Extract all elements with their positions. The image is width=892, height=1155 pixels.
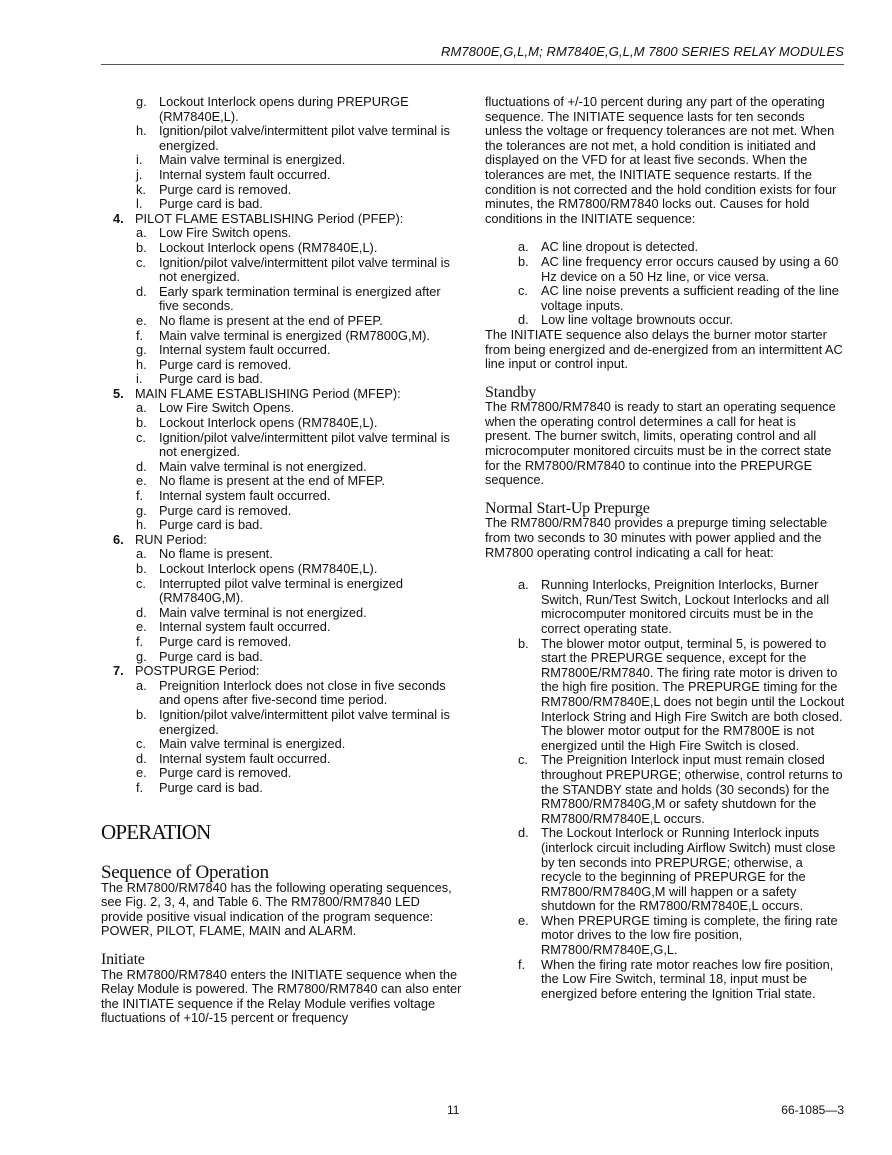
list-item	[136, 562, 463, 577]
period-heading	[113, 664, 463, 679]
list-marker: i.	[136, 152, 143, 168]
list-marker: a.	[518, 577, 529, 593]
period-number: 4.	[113, 210, 124, 226]
list-item	[136, 416, 463, 431]
left-column	[113, 95, 463, 796]
list-item	[136, 401, 463, 416]
list-item-text: Interrupted pilot valve terminal is energized (RM7840G,M).	[159, 575, 403, 606]
list-item	[136, 226, 463, 241]
period-list	[113, 212, 463, 796]
initiate-after: The INITIATE sequence also delays the burner motor starter from being energized and de-energized from an intermittent AC line input or control input.	[485, 326, 843, 372]
list-item-text: Preignition Interlock does not close in five seconds and opens after five-second time period.	[159, 677, 446, 708]
period-heading	[113, 212, 463, 227]
list-item-text: Low Fire Switch Opens.	[159, 400, 295, 416]
list-item-text: Ignition/pilot valve/intermittent pilot valve terminal is not energized.	[159, 429, 450, 460]
sequence-paragraph: The RM7800/RM7840 has the following operating sequences, see Fig. 2, 3, 4, and Table 6. The RM7800/RM7840 LED provide positive visual indication of the program sequence: POWER, PILOT, FLAME, MAIN and ALARM.	[101, 879, 452, 939]
list-item	[136, 635, 463, 650]
period-number: 7.	[113, 663, 124, 679]
list-item-text: Lockout Interlock opens (RM7840E,L).	[159, 415, 378, 431]
list-item-text: Main valve terminal is energized (RM7800G,M).	[159, 327, 430, 343]
sequence-heading: Sequence of Operation	[101, 862, 269, 883]
list-item	[518, 284, 845, 313]
list-item	[136, 577, 463, 606]
list-item-text: Main valve terminal is not energized.	[159, 604, 367, 620]
list-item-text: The Lockout Interlock or Running Interlock inputs (interlock circuit including Airflow Switch) must close by ten seconds into PREPURGE; otherwise, a recycle to the beginning of PREPURGE for the RM7800/RM7840G,M will happen or a safety shutdown for the RM7800/RM7840E,L occurs.	[541, 825, 836, 914]
list-marker: l.	[136, 196, 143, 212]
list-marker: c.	[518, 283, 528, 299]
list-item	[518, 578, 845, 636]
period-title: POSTPURGE Period:	[135, 663, 260, 679]
list-item	[136, 752, 463, 767]
list-item	[136, 168, 463, 183]
period-items	[113, 679, 463, 796]
list-item-text: Purge card is removed.	[159, 765, 292, 781]
list-item	[136, 766, 463, 781]
list-item-text: When PREPURGE timing is complete, the firing rate motor drives to the low fire position, RM7800/RM7840E,G,L.	[541, 912, 838, 958]
list-item	[518, 826, 845, 914]
list-item-text: Ignition/pilot valve/intermittent pilot valve terminal is energized.	[159, 123, 450, 153]
hold-conditions-list	[485, 240, 845, 328]
period-items	[113, 226, 463, 387]
list-marker: d.	[136, 750, 147, 766]
list-item	[518, 753, 845, 826]
list-item-text: AC line frequency error occurs caused by using a 60 Hz device on a 50 Hz line, or vice versa.	[541, 253, 839, 284]
list-marker: j.	[136, 166, 143, 182]
list-item	[136, 431, 463, 460]
list-marker: d.	[518, 825, 529, 841]
period-title: RUN Period:	[135, 531, 207, 547]
list-item-text: Low Fire Switch opens.	[159, 225, 292, 241]
list-item-text: Purge card is removed.	[159, 502, 292, 518]
list-item	[518, 958, 845, 1002]
prepurge-list	[485, 578, 845, 1001]
list-marker: h.	[136, 123, 147, 139]
list-item-text: Lockout Interlock opens during PREPURGE (RM7840E,L).	[159, 94, 409, 124]
list-item-text: No flame is present at the end of MFEP.	[159, 473, 385, 489]
list-item	[136, 620, 463, 635]
list-item-text: Internal system fault occurred.	[159, 750, 331, 766]
standby-heading: Standby	[485, 383, 537, 401]
list-item	[136, 504, 463, 519]
list-marker: c.	[518, 752, 528, 768]
header-rule	[101, 64, 844, 65]
list-item-text: Internal system fault occurred.	[159, 488, 331, 504]
list-marker: g.	[136, 342, 147, 358]
running-header: RM7800E,G,L,M; RM7840E,G,L,M 7800 SERIES RELAY MODULES	[440, 44, 844, 59]
list-item-text: Lockout Interlock opens (RM7840E,L).	[159, 239, 378, 255]
list-item-text: Running Interlocks, Preignition Interlocks, Burner Switch, Run/Test Switch, Lockout Interlocks and all microcomputer monitored circuits must be in the correct operating state.	[541, 577, 830, 636]
list-marker: a.	[136, 546, 147, 562]
list-item	[136, 358, 463, 373]
prepurge-heading: Normal Start-Up Prepurge	[485, 499, 650, 517]
list-item	[136, 474, 463, 489]
continued-list	[113, 95, 463, 212]
initiate-paragraph: The RM7800/RM7840 enters the INITIATE sequence when the Relay Module is powered. The RM7800/RM7840 can also enter the INITIATE sequence if the Relay Module verifies voltage fluctuations of +10/-15 percent or frequency	[101, 966, 462, 1026]
list-item-text: The Preignition Interlock input must remain closed throughout PREPURGE; otherwise, control returns to the STANDBY state and holds (30 seconds) for the RM7800/RM7840G,M or safety shutdown for the RM7800/RM7840E,L occurs.	[541, 752, 843, 826]
list-item-text: Purge card is bad.	[159, 517, 263, 533]
list-marker: e.	[136, 765, 147, 781]
list-item	[136, 95, 463, 124]
operation-section	[101, 862, 463, 1026]
period-heading	[113, 387, 463, 402]
list-item-text: Purge card is bad.	[159, 779, 263, 795]
list-item	[136, 737, 463, 752]
list-item-text: Internal system fault occurred.	[159, 619, 331, 635]
list-marker: d.	[136, 604, 147, 620]
initiate-heading: Initiate	[101, 950, 145, 968]
period-items	[113, 401, 463, 532]
list-item-text: No flame is present.	[159, 546, 273, 562]
prepurge-paragraph: The RM7800/RM7840 provides a prepurge timing selectable from two seconds to 30 minutes with power applied and the RM7800 operating control indicating a call for heat:	[485, 515, 828, 560]
list-marker: h.	[136, 356, 147, 372]
list-marker: d.	[518, 312, 529, 328]
list-item-text: AC line dropout is detected.	[541, 239, 699, 255]
list-item	[136, 679, 463, 708]
list-marker: d.	[136, 283, 147, 299]
list-item	[136, 197, 463, 212]
list-item-text: Main valve terminal is energized.	[159, 736, 346, 752]
list-item	[518, 313, 845, 328]
list-item-text: Purge card is bad.	[159, 371, 263, 387]
list-item-text: Lockout Interlock opens (RM7840E,L).	[159, 561, 378, 576]
list-item-text: The blower motor output, terminal 5, is powered to start the PREPURGE sequence, except for the RM7800E/RM7840. The firing rate motor is driven to the high fire position. The PREPURGE timing for the RM7800/RM7840E,L does not begin until the Lockout Interlock String and High Fire Switch are both closed. The blower motor output for the RM7800E is not energized until the High Fire Switch is closed.	[541, 635, 845, 753]
list-marker: b.	[136, 239, 147, 255]
list-item-text: Purge card is removed.	[159, 633, 292, 649]
list-item	[136, 606, 463, 621]
list-item-text: Low line voltage brownouts occur.	[541, 312, 734, 328]
list-marker: f.	[136, 779, 144, 795]
right-column	[485, 95, 845, 1001]
list-item	[136, 489, 463, 504]
list-marker: g.	[136, 94, 147, 109]
list-marker: g.	[136, 648, 147, 664]
list-marker: e.	[518, 912, 529, 928]
list-item-text: Purge card is bad.	[159, 196, 263, 212]
list-marker: c.	[136, 429, 146, 445]
list-item-text: Internal system fault occurred.	[159, 342, 331, 358]
period-items	[113, 547, 463, 664]
list-item	[136, 124, 463, 153]
list-item	[518, 255, 845, 284]
list-item	[136, 256, 463, 285]
list-item-text: Main valve terminal is not energized.	[159, 458, 367, 474]
list-marker: c.	[136, 254, 146, 270]
list-item	[136, 518, 463, 533]
list-item	[136, 241, 463, 256]
list-item-text: Purge card is removed.	[159, 356, 292, 372]
list-item	[136, 314, 463, 329]
list-marker: k.	[136, 181, 146, 197]
list-marker: b.	[136, 561, 147, 576]
list-item-text: Main valve terminal is energized.	[159, 152, 346, 168]
list-marker: a.	[136, 400, 147, 416]
list-marker: g.	[136, 502, 147, 518]
list-item	[518, 637, 845, 754]
list-marker: f.	[136, 488, 144, 504]
list-marker: b.	[136, 706, 147, 722]
list-item	[136, 372, 463, 387]
list-item-text: AC line noise prevents a sufficient reading of the line voltage inputs.	[541, 283, 839, 313]
list-item-text: Ignition/pilot valve/intermittent pilot valve terminal is not energized.	[159, 254, 450, 285]
list-marker: h.	[136, 517, 147, 533]
list-item-text: Early spark termination terminal is energized after five seconds.	[159, 283, 441, 314]
list-marker: e.	[136, 312, 147, 328]
list-marker: e.	[136, 619, 147, 635]
list-item-text: Ignition/pilot valve/intermittent pilot valve terminal is energized.	[159, 706, 450, 737]
list-item-text: Purge card is bad.	[159, 648, 263, 664]
operation-heading: OPERATION	[101, 820, 211, 844]
list-item	[136, 153, 463, 168]
period-number: 5.	[113, 385, 124, 401]
list-marker: i.	[136, 371, 143, 387]
list-item	[136, 285, 463, 314]
list-item	[136, 329, 463, 344]
period-title: MAIN FLAME ESTABLISHING Period (MFEP):	[135, 385, 401, 401]
period-heading	[113, 533, 463, 548]
list-item	[136, 460, 463, 475]
list-item	[136, 547, 463, 562]
list-marker: a.	[518, 239, 529, 255]
document-number: 66-1085—3	[781, 1103, 844, 1117]
standby-paragraph: The RM7800/RM7840 is ready to start an operating sequence when the operating control determines a call for heat is present. The burner switch, limits, operating control and all microcomputer monitored circuits must be in the correct state for the RM7800/RM7840 to continue into the PREPURGE sequence.	[485, 399, 836, 488]
list-marker: e.	[136, 473, 147, 489]
list-marker: b.	[518, 253, 529, 269]
period-number: 6.	[113, 531, 124, 547]
list-item-text: Internal system fault occurred.	[159, 166, 331, 182]
list-item	[136, 183, 463, 198]
list-marker: b.	[518, 635, 529, 651]
list-item	[136, 708, 463, 737]
list-marker: f.	[136, 633, 144, 649]
page-number: 11	[447, 1103, 460, 1117]
list-marker: f.	[136, 327, 144, 343]
list-item	[518, 914, 845, 958]
period-title: PILOT FLAME ESTABLISHING Period (PFEP):	[135, 210, 404, 226]
list-marker: c.	[136, 575, 146, 591]
list-item	[136, 781, 463, 796]
list-item	[518, 240, 845, 255]
list-marker: f.	[518, 956, 526, 972]
list-marker: a.	[136, 225, 147, 241]
list-marker: a.	[136, 677, 147, 693]
initiate-continued: fluctuations of +/-10 percent during any part of the operating sequence. The INITIATE sequence lasts for ten seconds unless the voltage or frequency tolerances are not met. When the tolerances are not met, a hold condition is initiated and displayed on the VFD for at least five seconds. When the tolerances are met, the INITIATE sequence restarts. If the condition is not corrected and the hold condition exists for four minutes, the RM7800/RM7840 locks out. Causes for hold conditions in the INITIATE sequence:	[485, 94, 837, 226]
list-item	[136, 650, 463, 665]
list-marker: b.	[136, 415, 147, 431]
list-item	[136, 343, 463, 358]
list-marker: d.	[136, 458, 147, 474]
list-marker: c.	[136, 736, 146, 752]
list-item-text: No flame is present at the end of PFEP.	[159, 312, 383, 328]
list-item-text: When the firing rate motor reaches low fire position, the Low Fire Switch, terminal 18, input must be energized before entering the Ignition Trial state.	[541, 956, 834, 1001]
list-item-text: Purge card is removed.	[159, 181, 292, 197]
